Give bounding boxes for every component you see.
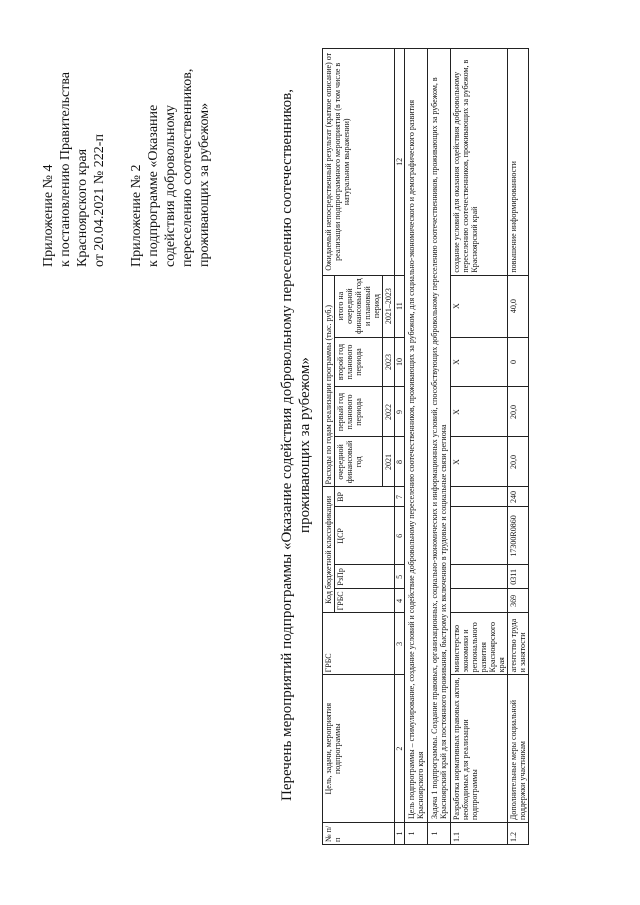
row-total: Х xyxy=(451,275,508,337)
column-number: 1 xyxy=(395,823,405,845)
annex-line: к подпрограмме «Оказание xyxy=(146,104,161,267)
column-numbers-row xyxy=(395,49,405,845)
header-year-2022: 2022 xyxy=(383,387,395,437)
column-number: 12 xyxy=(395,49,405,276)
row-csr: 17300R0860 xyxy=(508,507,529,565)
page-title xyxy=(278,45,314,845)
annex-line: Приложение № 2 xyxy=(129,164,144,267)
row-rzpr: 0311 xyxy=(508,565,529,589)
annex-line: проживающих за рубежом» xyxy=(197,102,212,267)
table-row xyxy=(451,49,508,845)
title-line: Перечень мероприятий подпрограммы «Оказание содействия добровольному переселению соотечественников, xyxy=(279,89,295,801)
column-number: 11 xyxy=(395,275,405,337)
row-num: 1.2 xyxy=(508,823,529,845)
annex-line: Красноярского края xyxy=(75,148,90,267)
row-vr xyxy=(451,487,508,507)
row-total: 40,0 xyxy=(508,275,529,337)
row-2023: 0 xyxy=(508,337,529,387)
activities-table xyxy=(322,48,529,845)
column-number: 4 xyxy=(395,589,405,613)
header-budget-code: Код бюджетной классификации xyxy=(323,487,335,613)
row-csr xyxy=(451,507,508,565)
row-result: повышение информированности xyxy=(508,49,529,276)
annex-line: от 20.04.2021 № 222-п xyxy=(92,134,107,267)
row-num: 1.1 xyxy=(451,823,508,845)
annex-line: содействия добровольному xyxy=(163,104,178,267)
row-2021: 20,0 xyxy=(508,437,529,487)
header-num: № п/п xyxy=(323,823,395,845)
goal-text: Цель подпрограммы – стимулирование, создание условий и содействие добровольному переселению соотечественников, проживающих за рубежом, для социально-экономического и демографического развития Красноярского края xyxy=(405,49,428,823)
title-line: проживающих за рубежом» xyxy=(297,357,313,533)
goal-row xyxy=(405,49,428,845)
annex-header-4 xyxy=(40,72,108,267)
header-year-range: 2021–2023 xyxy=(383,275,395,337)
task-text: Задача 1 подпрограммы. Создание правовых, организационных, социально-экономических и информационных условий, способствующих добровольному переселению соотечественников, проживающих за рубежом, в Красноярский край для постоянного проживания, быстрому их включению в трудовые и социальные связи региона xyxy=(428,49,451,823)
header-expenses: Расходы по годам реализации программы (тыс. руб.) xyxy=(323,275,335,487)
header-year-2021: 2021 xyxy=(383,437,395,487)
task-row xyxy=(428,49,451,845)
column-number: 5 xyxy=(395,565,405,589)
table-row xyxy=(508,49,529,845)
row-2022: 20,0 xyxy=(508,387,529,437)
row-2022: Х xyxy=(451,387,508,437)
annex-line: к постановлению Правительства xyxy=(58,71,73,267)
row-name: Разработка нормативных правовых актов, необходимых для реализации подпрограммы xyxy=(451,675,508,823)
annex-line: Приложение № 4 xyxy=(41,164,56,267)
row-grbs: агентство труда и занятости xyxy=(508,613,529,675)
header-year-second: второй год планового периода xyxy=(335,337,383,387)
column-number: 3 xyxy=(395,613,405,675)
annex-line: переселению соотечественников, xyxy=(180,68,195,267)
header-goals: Цель, задачи, мероприятия подпрограммы xyxy=(323,675,395,823)
column-number: 9 xyxy=(395,387,405,437)
column-number: 7 xyxy=(395,487,405,507)
row-result: создание условий для оказания содействия добровольному переселению соотечественников, проживающих за рубежом, в Красноярский край xyxy=(451,49,508,276)
column-number: 10 xyxy=(395,337,405,387)
row-2023: Х xyxy=(451,337,508,387)
column-number: 2 xyxy=(395,675,405,823)
row-grbs-code: 369 xyxy=(508,589,529,613)
header-year-2023: 2023 xyxy=(383,337,395,387)
header-grbs: ГРБС xyxy=(323,613,395,675)
table-header-row xyxy=(323,49,335,845)
row-name: Дополнительные меры социальной поддержки участникам xyxy=(508,675,529,823)
header-vr: ВР xyxy=(335,487,395,507)
row-rzpr xyxy=(451,565,508,589)
row-grbs-code xyxy=(451,589,508,613)
column-number: 8 xyxy=(395,437,405,487)
header-result: Ожидаемый непосредственный результат (краткое описание) от реализации подпрограммного мероприятия (в том числе в натуральном выражении) xyxy=(323,49,395,276)
row-vr: 240 xyxy=(508,487,529,507)
header-year-total: итого на очередной финансовый год и плановый период xyxy=(335,275,383,337)
header-grbs-sub: ГРБС xyxy=(335,589,395,613)
goal-num: 1 xyxy=(405,823,428,845)
header-year-first: первый год планового периода xyxy=(335,387,383,437)
header-year-current: очередной финансовый год xyxy=(335,437,383,487)
header-rzpr: РзПр xyxy=(335,565,395,589)
task-num: 1 xyxy=(428,823,451,845)
row-grbs: министерство экономики и регионального развития Красноярского края xyxy=(451,613,508,675)
header-csr: ЦСР xyxy=(335,507,395,565)
annex-header-2 xyxy=(128,69,213,267)
row-2021: Х xyxy=(451,437,508,487)
column-number: 6 xyxy=(395,507,405,565)
